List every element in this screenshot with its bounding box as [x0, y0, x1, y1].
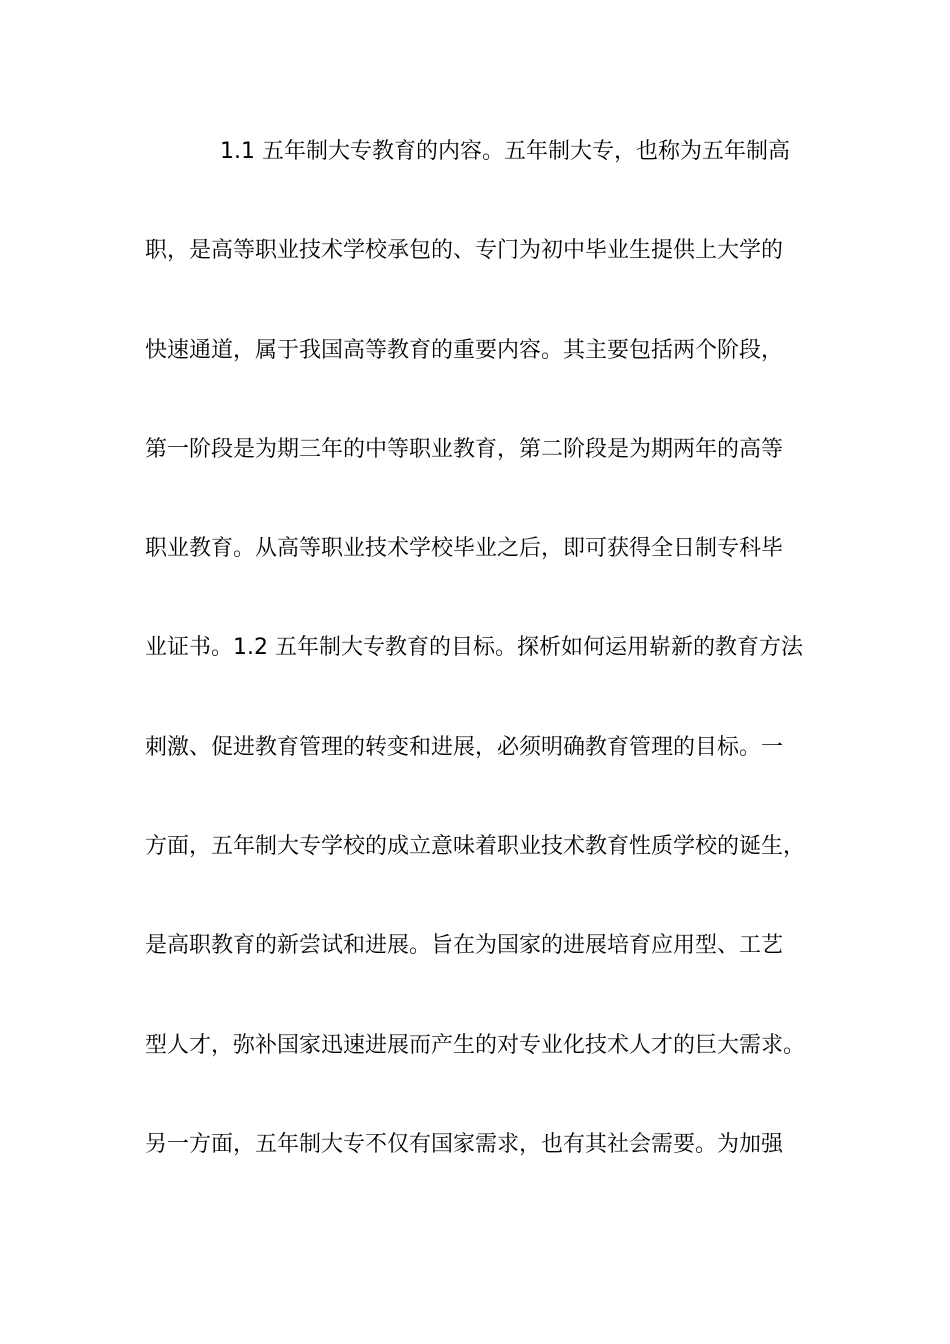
text-line-11: 另一方面，五年制大专不仅有国家需求，也有其社会需要。为加强 [145, 1131, 784, 1157]
text-line-10: 型人才，弥补国家迅速进展而产生的对专业化技术人才的巨大需求。 [145, 1032, 806, 1058]
body-text [145, 128, 810, 1220]
text-line-1: 1.1 五年制大专教育的内容。五年制大专，也称为五年制高 [220, 139, 790, 164]
text-line-6: 业证书。1.2 五年制大专教育的目标。探析如何运用崭新的教育方法 [145, 635, 803, 661]
text-line-8: 方面，五年制大专学校的成立意味着职业技术教育性质学校的诞生， [145, 834, 806, 860]
text-line-7: 刺激、促进教育管理的转变和进展，必须明确教育管理的目标。一 [145, 734, 784, 760]
text-line-9: 是高职教育的新尝试和进展。旨在为国家的进展培育应用型、工艺 [145, 933, 784, 959]
text-line-3: 快速通道，属于我国高等教育的重要内容。其主要包括两个阶段， [145, 337, 784, 363]
text-line-5: 职业教育。从高等职业技术学校毕业之后，即可获得全日制专科毕 [145, 536, 784, 562]
text-line-4: 第一阶段是为期三年的中等职业教育，第二阶段是为期两年的高等 [145, 436, 784, 462]
text-line-2: 职，是高等职业技术学校承包的、专门为初中毕业生提供上大学的 [145, 238, 784, 264]
